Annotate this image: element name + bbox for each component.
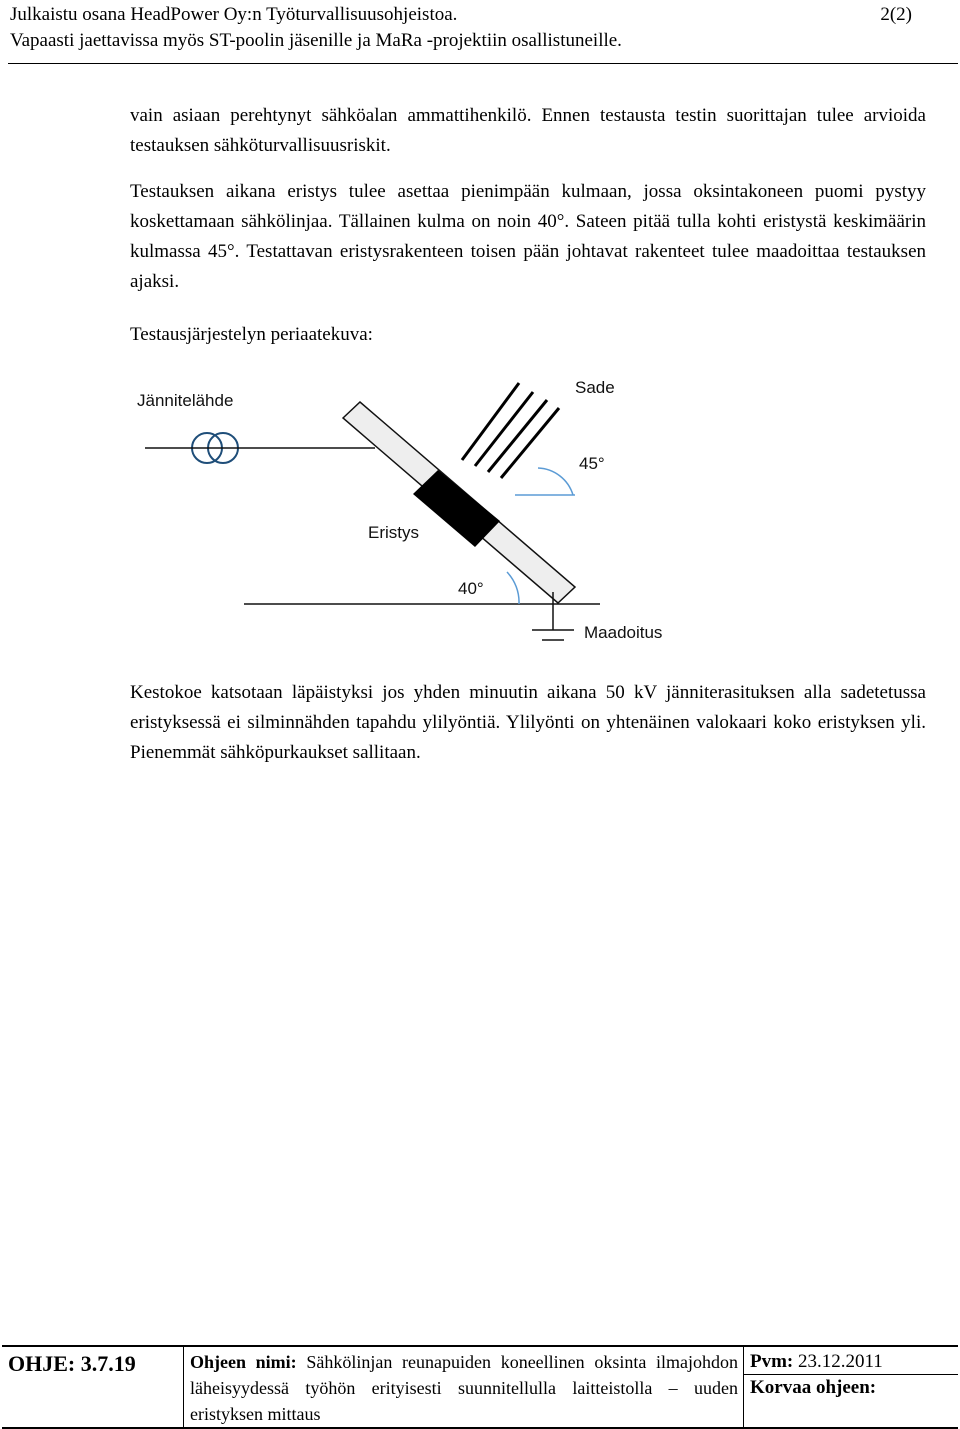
test-setup-diagram xyxy=(0,360,960,660)
header-publisher-line: Julkaistu osana HeadPower Oy:n Työturvallisuusohjeistoa. xyxy=(10,4,458,25)
rod-angle-arc xyxy=(507,572,519,604)
date-row xyxy=(750,1351,883,1373)
rain-lines-icon xyxy=(462,383,559,478)
rain-angle-label: 45° xyxy=(579,454,605,473)
page-number: 2(2) xyxy=(880,4,912,25)
footer-name-cell xyxy=(184,1347,744,1427)
rod-angle-label: 40° xyxy=(458,579,484,598)
paragraph-qualification: vain asiaan perehtynyt sähköalan ammattihenkilö. Ennen testausta testin suorittajan tulee arvioida testauksen sähköturvallisuusriskit. xyxy=(130,105,926,156)
rain-label: Sade xyxy=(575,378,615,397)
ground-symbol-icon xyxy=(532,592,574,640)
voltage-source-label: Jännitelähde xyxy=(137,391,234,410)
footer-instruction-cell xyxy=(2,1347,184,1427)
diagram-caption: Testausjärjestelyn periaatekuva: xyxy=(130,324,373,345)
date-label: Pvm: xyxy=(750,1351,794,1372)
paragraph-pass-criteria: Kestokoe katsotaan läpäistyksi jos yhden minuutin aikana 50 kV jänniterasituksen alla sadetetussa eristyksessä ei silminnähden tapahdu ylilyöntiä. Ylilyönti on yhtenäinen valokaari koko eristyksen yli. Pienemmät sähköpurkaukset sallitaan. xyxy=(130,682,926,763)
insulation-label: Eristys xyxy=(368,523,419,542)
instruction-number: OHJE: 3.7.19 xyxy=(8,1351,136,1376)
footer-date-cell xyxy=(744,1347,958,1427)
rain-angle-arc xyxy=(538,468,573,495)
header-divider xyxy=(8,63,958,64)
replaces-label: Korvaa ohjeen: xyxy=(750,1377,877,1398)
replaces-row xyxy=(750,1377,876,1399)
paragraph-test-angles: Testauksen aikana eristys tulee asettaa pienimpään kulmaan, jossa oksintakoneen puomi pystyy koskettamaan sähkölinjaa. Tällainen kulma on noin 40°. Sateen pitää tulla kohti eristystä keskimäärin kulmassa 45°. Testattavan eristysrakenteen toisen pään johtavat rakenteet tulee maadoittaa testauksen ajaksi. xyxy=(130,181,926,292)
grounding-label: Maadoitus xyxy=(584,623,663,642)
instruction-name xyxy=(190,1349,738,1427)
date-divider xyxy=(744,1374,958,1375)
footer-table xyxy=(2,1345,958,1429)
instruction-name-label: Ohjeen nimi: xyxy=(190,1352,297,1372)
header-distribution-line: Vapaasti jaettavissa myös ST-poolin jäsenille ja MaRa -projektiin osallistuneille. xyxy=(10,30,622,51)
instruction-name-value: Sähkölinjan reunapuiden koneellinen oksinta ilmajohdon läheisyydessä työhön erityisesti suunnitellulla laitteistolla – uuden eristyksen mittaus xyxy=(190,1352,739,1424)
date-value: 23.12.2011 xyxy=(798,1351,883,1372)
